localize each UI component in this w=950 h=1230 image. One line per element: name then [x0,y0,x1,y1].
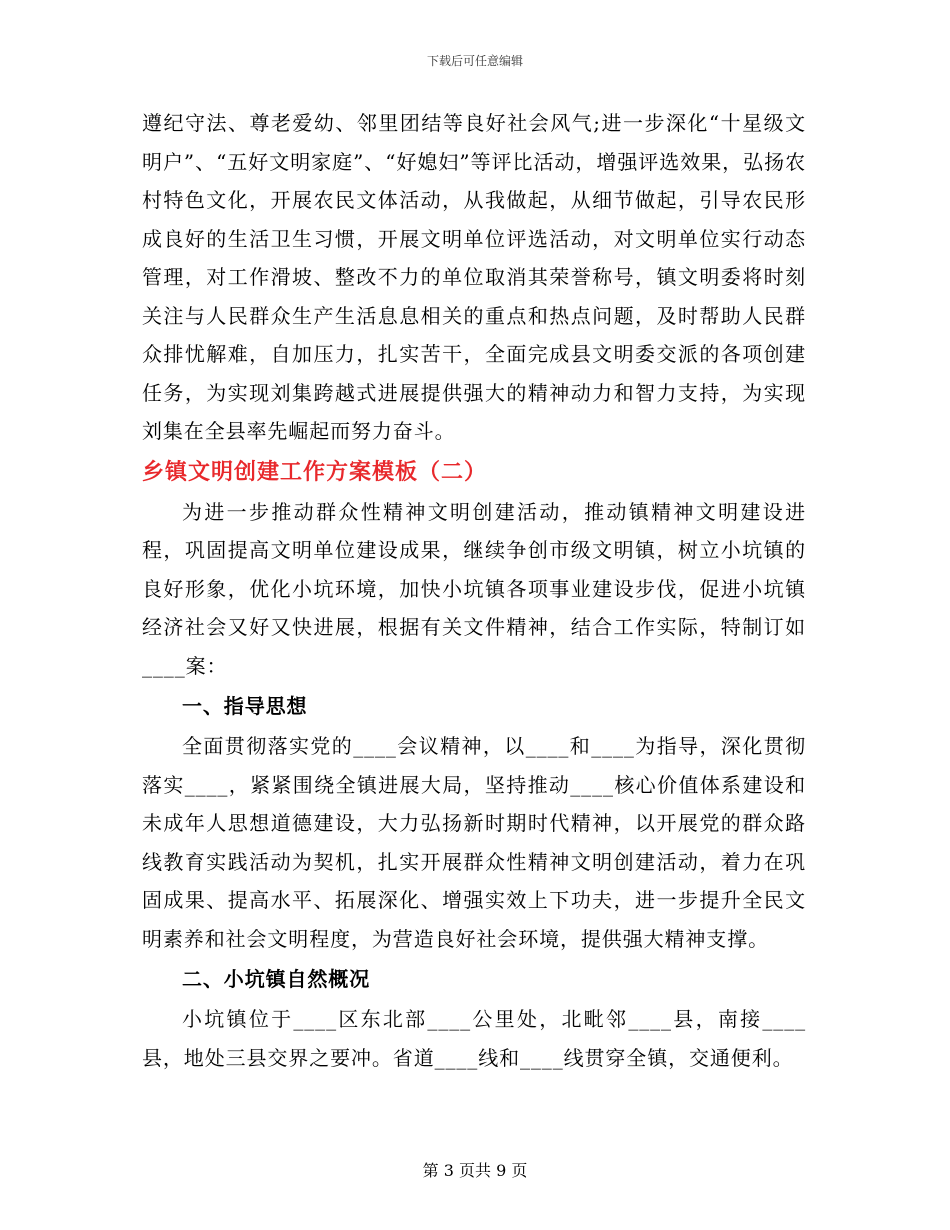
continued-paragraph: 遵纪守法、尊老爱幼、邻里团结等良好社会风气;进一步深化“十星级文明户”、“五好文明家庭”、“好媳妇”等评比活动，增强评选效果，弘扬农村特色文化，开展农民文体活动，从我做起，从细节做起，引导农民形成良好的生活卫生习惯，开展文明单位评选活动，对文明单位实行动态管理，对工作滑坡、整改不力的单位取消其荣誉称号，镇文明委将时刻关注与人民群众生产生活息息相关的重点和热点问题，及时帮助人民群众排忧解难，自加压力，扎实苦干，全面完成县文明委交派的各项创建任务，为实现刘集跨越式进展提供强大的精神动力和智力支持，为实现刘集在全县率先崛起而努力奋斗。 [142,111,806,443]
page-header-note: 下载后可任意编辑 [426,54,523,68]
section-heading-town-overview: 二、小坑镇自然概况 [182,967,371,991]
document-title: 乡镇文明创建工作方案模板（二） [142,458,488,485]
page-number-footer: 第 3 页共 9 页 [422,1161,528,1180]
section-paragraph-guiding-ideology: 全面贯彻落实党的____会议精神，以____和____为指导，深化贯彻落实____，紧紧围绕全镇进展大局，坚持推动____核心价值体系建设和未成年人思想道德建设，大力弘扬新时期时代精神，以开展党的群众路线教育实践活动为契机，扎实开展群众性精神文明创建活动，着力在巩固成果、提高水平、拓展深化、增强实效上下功夫，进一步提升全民文明素养和社会文明程度，为营造良好社会环境，提供强大精神支撑。 [142,734,806,951]
document-body [142,104,806,1077]
section-paragraph-town-overview: 小坑镇位于____区东北部____公里处，北毗邻____县，南接____县，地处三县交界之要冲。省道____线和____线贯穿全镇，交通便利。 [142,1007,806,1070]
intro-paragraph: 为进一步推动群众性精神文明创建活动，推动镇精神文明建设进程，巩固提高文明单位建设成果，继续争创市级文明镇，树立小坑镇的良好形象，优化小坑环境，加快小坑镇各项事业建设步伐，促进小坑镇经济社会又好又快进展，根据有关文件精神，结合工作实际，特制订如____案： [142,499,806,678]
section-heading-guiding-ideology: 一、指导思想 [182,694,308,718]
